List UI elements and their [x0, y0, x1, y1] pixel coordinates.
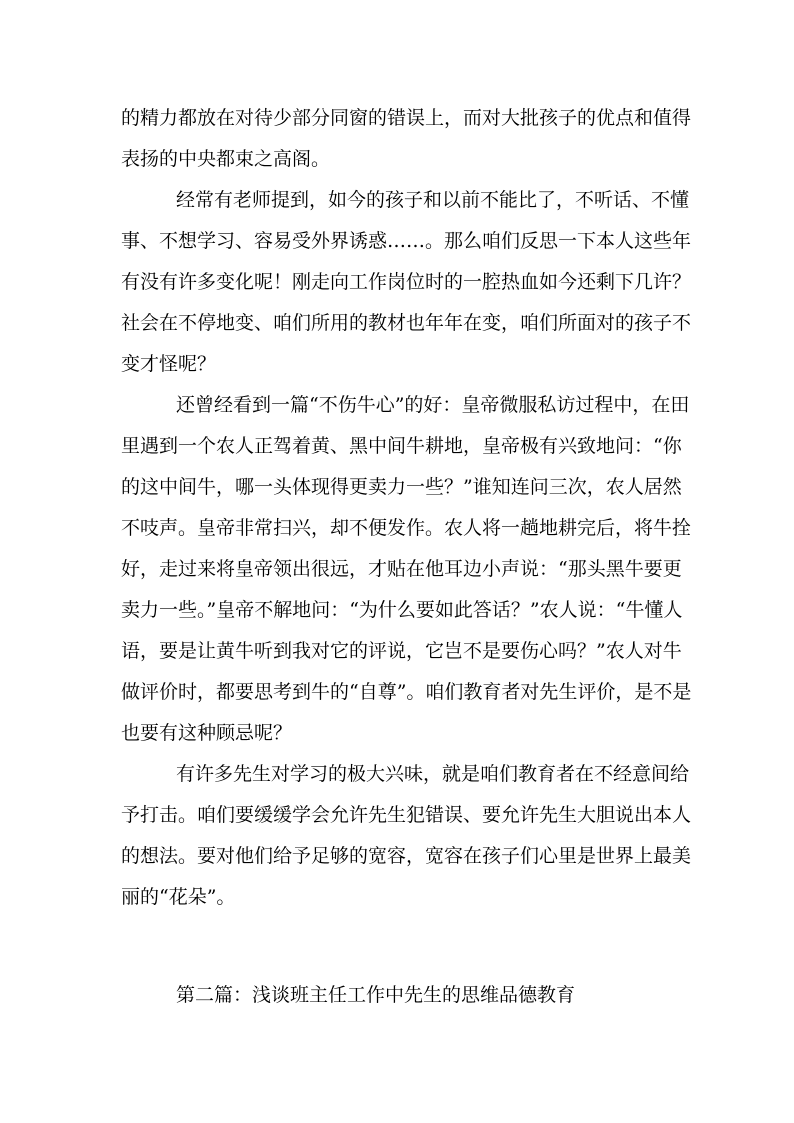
text-line: 也要有这种顾忌呢？ — [121, 722, 293, 744]
text-line: 事、不想学习、容易受外界诱惑……。那么咱们反思一下本人这些年 — [121, 230, 692, 252]
text-line: 有许多先生对学习的极大兴味，就是咱们教育者在不经意间给 — [176, 763, 690, 785]
text-line: 有没有许多变化呢！刚走向工作岗位时的一腔热血如今还剩下几许？ — [121, 271, 692, 293]
text-line: 卖力一些。”皇帝不解地问：“为什么要如此答话？”农人说：“牛懂人 — [121, 599, 683, 621]
text-line: 丽的“花朵”。 — [121, 886, 236, 908]
text-line: 语，要是让黄牛听到我对它的评说，它岂不是要伤心吗？”农人对牛 — [121, 640, 682, 662]
text-line: 的想法。要对他们给予足够的宽容，宽容在孩子们心里是世界上最美 — [121, 845, 692, 867]
text-line: 的这中间牛，哪一头体现得更卖力一些？”谁知连问三次，农人居然 — [121, 476, 682, 498]
text-line: 变才怪呢？ — [121, 353, 217, 375]
text-line: 里遇到一个农人正驾着黄、黑中间牛耕地，皇帝极有兴致地问：“你 — [121, 435, 682, 457]
text-line: 予打击。咱们要缓缓学会允许先生犯错误、要允许先生大胆说出本人 — [121, 804, 692, 826]
text-line: 经常有老师提到，如今的孩子和以前不能比了，不听话、不懂 — [176, 189, 690, 211]
text-line: 的精力都放在对待少部分同窗的错误上，而对大批孩子的优点和值得 — [121, 107, 692, 129]
text-line: 做评价时，都要思考到牛的“自尊”。咱们教育者对先生评价，是不是 — [121, 681, 692, 703]
text-line: 表扬的中央都束之高阁。 — [121, 148, 331, 170]
text-line: 社会在不停地变、咱们所用的教材也年年在变，咱们所面对的孩子不 — [121, 312, 692, 334]
text-line: 好，走过来将皇帝领出很远，才贴在他耳边小声说：“那头黑牛要更 — [121, 558, 682, 580]
text-line: 还曾经看到一篇“不伤牛心”的好：皇帝微服私访过程中，在田 — [176, 394, 690, 416]
section-heading: 第二篇：浅谈班主任工作中先生的思维品德教育 — [176, 984, 576, 1006]
text-line: 不吱声。皇帝非常扫兴，却不便发作。农人将一趟地耕完后，将牛拴 — [121, 517, 692, 539]
